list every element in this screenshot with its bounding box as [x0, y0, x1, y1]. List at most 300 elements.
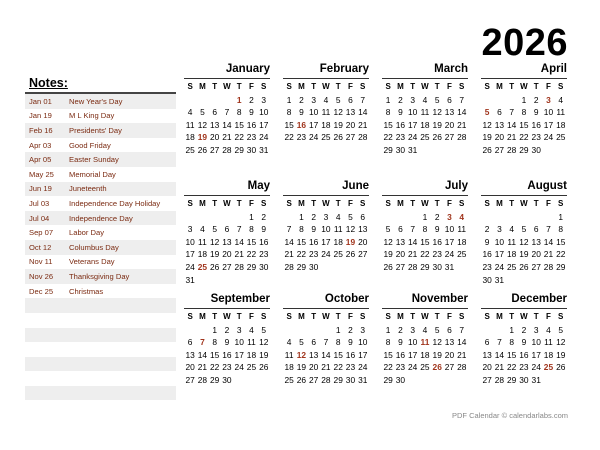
- day-cell: 7: [497, 337, 502, 348]
- week-row: [184, 119, 270, 132]
- day-cell: 21: [457, 119, 467, 130]
- day-cell: 15: [333, 349, 343, 360]
- weekday-header: S: [286, 199, 292, 208]
- empty-day-cell: [555, 144, 567, 157]
- weekday-header: S: [261, 312, 267, 321]
- day-cell: 3: [236, 324, 242, 335]
- weekday-header: F: [546, 82, 551, 91]
- empty-day-cell: [542, 211, 554, 224]
- day-cell: 16: [309, 236, 319, 247]
- week-row: [481, 361, 567, 374]
- day-cell: 3: [410, 324, 415, 335]
- holiday-day-cell: 5: [484, 107, 490, 118]
- weekday-header: S: [558, 82, 564, 91]
- week-row: [481, 119, 567, 132]
- week-row: [382, 374, 468, 387]
- day-cell: 24: [543, 132, 554, 143]
- day-cell: 17: [494, 249, 505, 260]
- day-cell: 8: [286, 107, 292, 118]
- week-row: [382, 223, 468, 236]
- day-cell: 31: [358, 374, 368, 385]
- day-cell: 21: [197, 362, 208, 373]
- day-cell: 9: [249, 107, 254, 118]
- week-row: [184, 211, 270, 224]
- day-cell: 20: [345, 119, 356, 130]
- day-cell: 8: [212, 337, 217, 348]
- day-cell: 18: [246, 349, 257, 360]
- day-cell: 23: [259, 249, 269, 260]
- weekday-header: S: [459, 199, 465, 208]
- week-row: [481, 248, 567, 261]
- weekday-header-row: [184, 311, 270, 324]
- weekday-header: S: [261, 199, 267, 208]
- month-divider: [481, 78, 567, 79]
- weekday-header: W: [322, 199, 330, 208]
- empty-day-cell: [209, 274, 221, 287]
- day-cell: 16: [432, 236, 442, 247]
- day-cell: 28: [284, 261, 294, 272]
- weekday-header: M: [397, 82, 404, 91]
- day-cell: 30: [246, 144, 257, 155]
- empty-day-cell: [419, 374, 431, 387]
- weekday-header: T: [311, 199, 317, 208]
- empty-day-cell: [209, 211, 221, 224]
- day-cell: 21: [543, 249, 554, 260]
- month-july: [382, 179, 468, 274]
- weekday-header-row: [382, 311, 468, 324]
- month-march: [382, 62, 468, 157]
- day-cell: 9: [533, 107, 539, 118]
- empty-day-cell: [506, 94, 518, 107]
- day-cell: 29: [383, 144, 393, 155]
- week-row: [481, 223, 567, 236]
- day-cell: 11: [321, 107, 331, 118]
- day-cell: 19: [556, 349, 566, 360]
- day-cell: 20: [185, 362, 195, 373]
- empty-day-cell: [344, 261, 356, 274]
- day-cell: 27: [531, 261, 541, 272]
- week-row: [184, 248, 270, 261]
- day-cell: 28: [197, 374, 208, 385]
- note-date: Jan 01: [29, 96, 52, 106]
- weekday-header: F: [447, 82, 452, 91]
- month-october: [283, 292, 369, 387]
- day-cell: 2: [224, 324, 230, 335]
- day-cell: 5: [348, 211, 353, 222]
- week-row: [184, 106, 270, 119]
- day-cell: 20: [531, 249, 541, 260]
- note-row: [25, 386, 176, 401]
- week-row: [184, 361, 270, 374]
- day-cell: 29: [556, 261, 566, 272]
- day-cell: 8: [299, 224, 304, 235]
- day-cell: 28: [494, 374, 505, 385]
- note-name: M L King Day: [69, 111, 115, 121]
- day-cell: 22: [296, 249, 307, 260]
- empty-day-cell: [221, 274, 233, 287]
- day-cell: 12: [519, 236, 529, 247]
- empty-day-cell: [245, 274, 257, 287]
- empty-day-cell: [233, 274, 245, 287]
- weekday-header: S: [459, 312, 465, 321]
- day-cell: 21: [222, 132, 232, 143]
- day-cell: 6: [398, 224, 403, 235]
- day-cell: 2: [348, 324, 353, 335]
- empty-day-cell: [542, 374, 554, 387]
- weekday-header: S: [187, 82, 193, 91]
- day-cell: 16: [519, 349, 529, 360]
- weekday-header: F: [348, 312, 353, 321]
- day-cell: 8: [385, 107, 391, 118]
- day-cell: 9: [299, 107, 304, 118]
- month-divider: [481, 308, 567, 309]
- empty-day-cell: [258, 374, 270, 387]
- day-cell: 20: [494, 132, 505, 143]
- day-cell: 27: [395, 261, 406, 272]
- day-cell: 10: [185, 236, 195, 247]
- week-row: [283, 361, 369, 374]
- day-cell: 12: [259, 337, 269, 348]
- empty-day-cell: [493, 211, 505, 224]
- week-row: [481, 106, 567, 119]
- day-cell: 30: [395, 374, 406, 385]
- note-row: [25, 94, 176, 109]
- week-row: [283, 94, 369, 107]
- day-cell: 31: [444, 261, 455, 272]
- weekday-header-row: [283, 81, 369, 94]
- weekday-header: T: [533, 199, 539, 208]
- day-cell: 19: [210, 249, 220, 260]
- day-cell: 22: [420, 249, 430, 260]
- day-cell: 9: [348, 337, 353, 348]
- day-cell: 22: [507, 362, 517, 373]
- week-row: [382, 211, 468, 224]
- day-cell: 14: [543, 236, 554, 247]
- weekday-header: W: [223, 82, 231, 91]
- week-row: [481, 236, 567, 249]
- empty-day-cell: [196, 211, 208, 224]
- empty-day-cell: [184, 211, 196, 224]
- day-cell: 11: [247, 337, 256, 348]
- day-cell: 28: [358, 132, 368, 143]
- day-cell: 26: [556, 362, 566, 373]
- weekday-header-row: [481, 81, 567, 94]
- day-cell: 14: [507, 119, 517, 130]
- day-cell: 7: [286, 224, 292, 235]
- day-cell: 26: [296, 374, 307, 385]
- day-cell: 18: [321, 119, 331, 130]
- day-cell: 9: [484, 236, 490, 247]
- day-cell: 20: [444, 349, 455, 360]
- day-cell: 11: [544, 337, 553, 348]
- empty-day-cell: [221, 211, 233, 224]
- week-row: [184, 94, 270, 107]
- weekday-header: T: [335, 312, 341, 321]
- weekday-header: W: [421, 82, 429, 91]
- week-row: [283, 248, 369, 261]
- day-cell: 6: [187, 337, 193, 348]
- note-name: Columbus Day: [69, 242, 119, 252]
- day-cell: 7: [360, 94, 366, 105]
- day-cell: 4: [335, 211, 341, 222]
- day-cell: 5: [385, 224, 391, 235]
- day-cell: 22: [284, 132, 294, 143]
- day-cell: 14: [234, 236, 244, 247]
- day-cell: 13: [345, 107, 356, 118]
- holiday-day-cell: 1: [236, 94, 242, 105]
- week-row: [382, 361, 468, 374]
- day-cell: 16: [222, 349, 232, 360]
- day-cell: 25: [284, 374, 294, 385]
- day-cell: 13: [395, 236, 406, 247]
- day-cell: 8: [509, 337, 514, 348]
- day-cell: 1: [558, 211, 564, 222]
- month-divider: [184, 195, 270, 196]
- week-row: [382, 324, 468, 337]
- day-cell: 2: [521, 324, 527, 335]
- weekday-header: W: [322, 312, 330, 321]
- empty-day-cell: [456, 261, 468, 274]
- empty-day-cell: [456, 374, 468, 387]
- day-cell: 3: [261, 94, 267, 105]
- day-cell: 17: [185, 249, 195, 260]
- holiday-day-cell: 19: [197, 132, 208, 143]
- empty-day-cell: [493, 324, 505, 337]
- weekday-header: M: [298, 312, 305, 321]
- month-name: September: [210, 293, 270, 305]
- day-cell: 13: [358, 224, 368, 235]
- month-may: [184, 179, 270, 286]
- weekday-header: F: [546, 199, 551, 208]
- day-cell: 21: [408, 249, 418, 260]
- weekday-header: M: [397, 199, 404, 208]
- weekday-header: S: [385, 199, 391, 208]
- day-cell: 15: [507, 349, 517, 360]
- weekday-header: T: [509, 312, 515, 321]
- month-name: December: [511, 293, 567, 305]
- day-cell: 28: [234, 261, 244, 272]
- week-row: [184, 349, 270, 362]
- day-cell: 29: [383, 374, 393, 385]
- day-cell: 22: [519, 132, 529, 143]
- day-cell: 30: [531, 144, 541, 155]
- day-cell: 24: [494, 261, 505, 272]
- empty-day-cell: [407, 211, 419, 224]
- weekday-header: M: [199, 199, 206, 208]
- week-row: [481, 261, 567, 274]
- day-cell: 5: [200, 107, 205, 118]
- week-row: [283, 324, 369, 337]
- day-cell: 17: [321, 236, 331, 247]
- day-cell: 30: [432, 261, 442, 272]
- day-cell: 18: [333, 236, 343, 247]
- day-cell: 5: [261, 324, 267, 335]
- day-cell: 4: [422, 324, 428, 335]
- note-name: Memorial Day: [69, 169, 116, 179]
- holiday-day-cell: 26: [432, 362, 442, 373]
- weekday-header: T: [311, 82, 317, 91]
- empty-day-cell: [518, 211, 530, 224]
- day-cell: 7: [546, 224, 551, 235]
- month-february: [283, 62, 369, 144]
- empty-day-cell: [431, 374, 443, 387]
- day-cell: 21: [358, 119, 368, 130]
- day-cell: 22: [333, 362, 343, 373]
- day-cell: 22: [246, 249, 257, 260]
- day-cell: 6: [348, 94, 353, 105]
- day-cell: 11: [457, 224, 467, 235]
- day-cell: 22: [210, 362, 220, 373]
- day-cell: 19: [519, 249, 529, 260]
- day-cell: 6: [212, 107, 217, 118]
- month-name: November: [411, 293, 468, 305]
- note-row: [25, 328, 176, 343]
- holiday-day-cell: 12: [296, 349, 307, 360]
- month-name: April: [540, 63, 567, 75]
- note-name: Veterans Day: [69, 257, 115, 267]
- week-row: [184, 374, 270, 387]
- weekday-header: S: [558, 312, 564, 321]
- day-cell: 6: [484, 337, 490, 348]
- empty-day-cell: [518, 274, 530, 287]
- day-cell: 18: [284, 362, 294, 373]
- month-name: August: [527, 180, 567, 192]
- week-row: [283, 223, 369, 236]
- month-name: June: [342, 180, 369, 192]
- day-cell: 13: [444, 107, 455, 118]
- day-cell: 6: [533, 224, 539, 235]
- week-row: [481, 324, 567, 337]
- day-cell: 9: [311, 224, 316, 235]
- day-cell: 14: [222, 119, 232, 130]
- day-cell: 17: [543, 119, 554, 130]
- day-cell: 15: [519, 119, 529, 130]
- day-cell: 15: [383, 349, 393, 360]
- note-row: [25, 357, 176, 372]
- day-cell: 12: [210, 236, 220, 247]
- weekday-header: T: [434, 199, 440, 208]
- day-cell: 17: [531, 349, 541, 360]
- note-name: Easter Sunday: [69, 155, 119, 165]
- day-cell: 24: [408, 362, 418, 373]
- day-cell: 16: [531, 119, 541, 130]
- day-cell: 11: [284, 349, 294, 360]
- month-name: July: [444, 180, 468, 192]
- day-cell: 10: [358, 337, 368, 348]
- day-cell: 8: [335, 337, 341, 348]
- day-cell: 21: [284, 249, 294, 260]
- day-cell: 12: [482, 119, 492, 130]
- week-row: [481, 144, 567, 157]
- day-cell: 24: [408, 132, 418, 143]
- notes-title: Notes:: [29, 76, 68, 90]
- weekday-header: W: [322, 82, 330, 91]
- day-cell: 16: [482, 249, 492, 260]
- note-date: Jul 04: [29, 213, 50, 223]
- day-cell: 12: [432, 337, 442, 348]
- day-cell: 27: [444, 132, 455, 143]
- week-row: [382, 248, 468, 261]
- day-cell: 1: [249, 211, 254, 222]
- empty-day-cell: [320, 324, 332, 337]
- weekday-header: T: [533, 312, 539, 321]
- weekday-header: W: [421, 312, 429, 321]
- day-cell: 28: [222, 144, 232, 155]
- day-cell: 17: [309, 119, 319, 130]
- day-cell: 26: [333, 132, 343, 143]
- day-cell: 1: [385, 324, 391, 335]
- day-cell: 17: [358, 349, 368, 360]
- month-april: [481, 62, 567, 157]
- day-cell: 7: [509, 107, 514, 118]
- weekday-header: S: [385, 312, 391, 321]
- holiday-day-cell: 4: [459, 211, 465, 222]
- day-cell: 11: [556, 107, 566, 118]
- holiday-day-cell: 3: [546, 94, 551, 105]
- day-cell: 25: [420, 362, 430, 373]
- weekday-header: M: [298, 199, 305, 208]
- weekday-header: F: [249, 82, 254, 91]
- day-cell: 4: [546, 324, 551, 335]
- day-cell: 6: [311, 337, 316, 348]
- day-cell: 31: [408, 144, 418, 155]
- day-cell: 17: [259, 119, 269, 130]
- day-cell: 9: [434, 224, 440, 235]
- empty-day-cell: [209, 94, 221, 107]
- day-cell: 2: [434, 211, 440, 222]
- day-cell: 10: [543, 107, 554, 118]
- day-cell: 13: [210, 119, 220, 130]
- weekday-header: S: [385, 82, 391, 91]
- day-cell: 8: [385, 337, 391, 348]
- empty-day-cell: [283, 211, 295, 224]
- day-cell: 23: [345, 362, 356, 373]
- day-cell: 1: [422, 211, 428, 222]
- day-cell: 3: [410, 94, 415, 105]
- day-cell: 12: [197, 119, 208, 130]
- week-row: [481, 131, 567, 144]
- day-cell: 17: [408, 119, 418, 130]
- day-cell: 31: [259, 144, 269, 155]
- day-cell: 25: [321, 132, 331, 143]
- day-cell: 1: [509, 324, 514, 335]
- day-cell: 23: [432, 249, 442, 260]
- empty-day-cell: [196, 274, 208, 287]
- weekday-header: M: [199, 82, 206, 91]
- weekday-header: F: [249, 199, 254, 208]
- month-name: March: [434, 63, 468, 75]
- weekday-header: S: [360, 199, 366, 208]
- empty-day-cell: [555, 374, 567, 387]
- weekday-header-row: [481, 311, 567, 324]
- weekday-header: T: [236, 312, 242, 321]
- day-cell: 9: [398, 337, 403, 348]
- note-date: Sep 07: [29, 228, 54, 238]
- week-row: [184, 261, 270, 274]
- day-cell: 19: [333, 119, 343, 130]
- day-cell: 5: [558, 324, 564, 335]
- empty-day-cell: [196, 324, 208, 337]
- weekday-header-row: [283, 198, 369, 211]
- day-cell: 25: [246, 362, 257, 373]
- day-cell: 4: [286, 337, 292, 348]
- day-cell: 12: [333, 107, 343, 118]
- note-row: [25, 371, 176, 386]
- day-cell: 18: [185, 132, 195, 143]
- week-row: [283, 336, 369, 349]
- day-cell: 15: [383, 119, 393, 130]
- empty-day-cell: [394, 211, 406, 224]
